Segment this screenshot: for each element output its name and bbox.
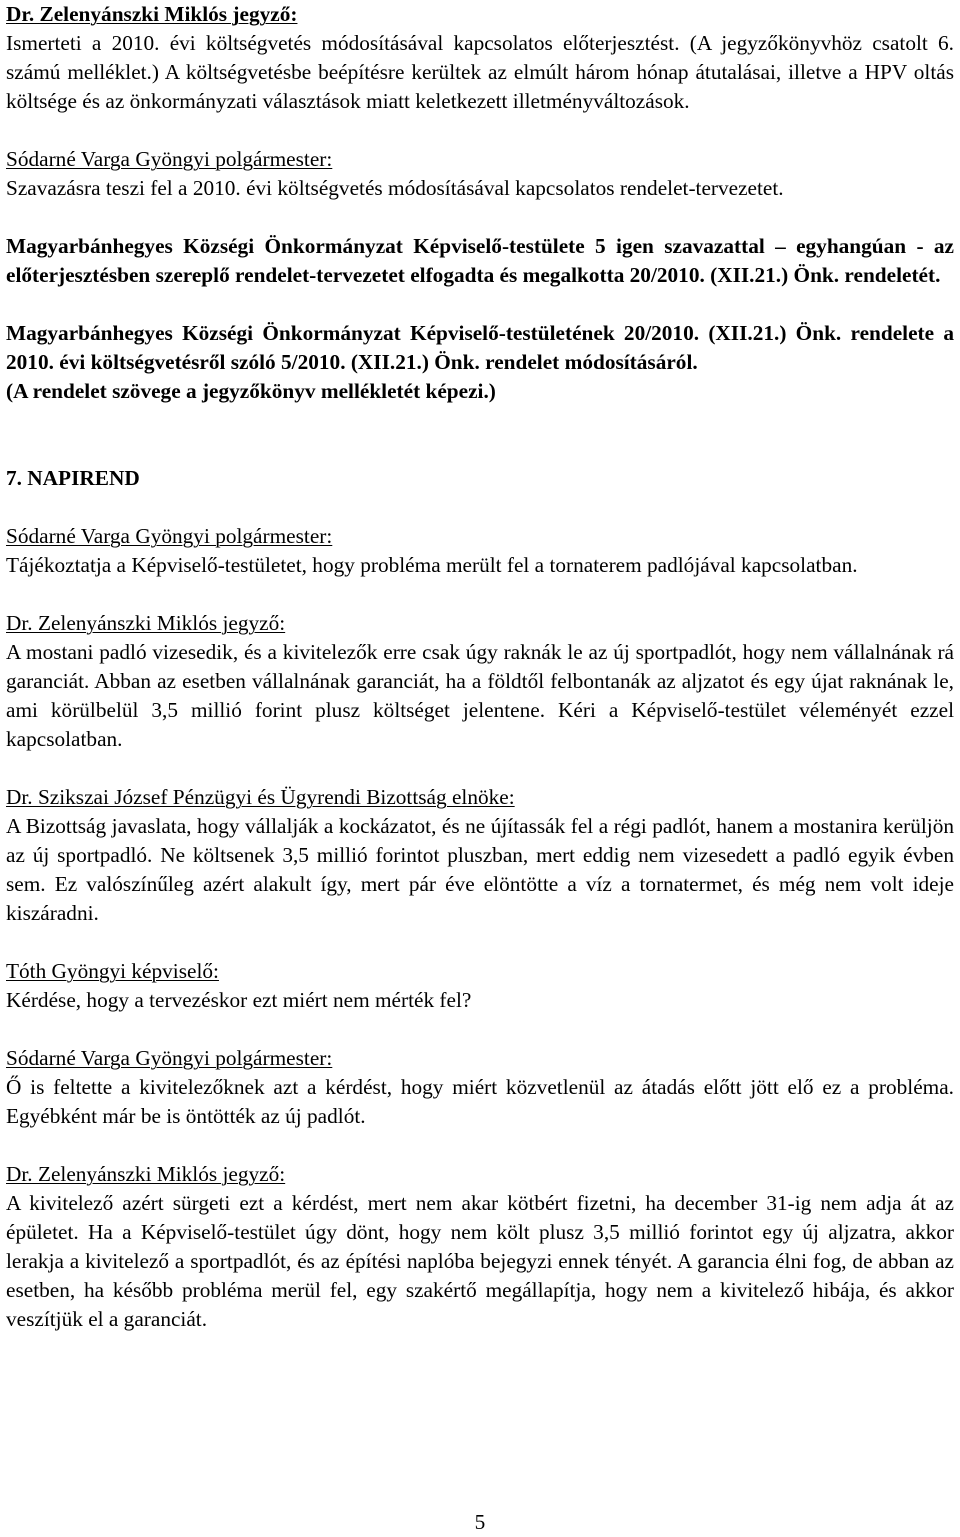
speech-text: Kérdése, hogy a tervezéskor ezt miért nem mérték fel? bbox=[6, 988, 472, 1012]
spacer bbox=[6, 1015, 954, 1044]
speech-text: Tájékoztatja a Képviselő-testületet, hogy probléma merült fel a tornaterem padlójával kapcsolatban. bbox=[6, 553, 858, 577]
resolution-note: (A rendelet szövege a jegyzőkönyv mellékletét képezi.) bbox=[6, 379, 496, 403]
spacer bbox=[6, 116, 954, 145]
speech-text: A mostani padló vizesedik, és a kivitelezők erre csak úgy raknák le az új sportpadlót, hogy nem vállalnának rá garanciát. Abban az esetben vállalnának garanciát, ha a földtől felbontanák az aljzatot és egy újat raknának le, ami körülbelül 3,5 millió forint plusz költséget jelentene. Kéri a Képviselő-testület véleményét ezzel kapcsolatban. bbox=[6, 640, 954, 751]
page-number: 5 bbox=[474, 1510, 486, 1534]
speech-block bbox=[6, 609, 954, 754]
speech-block bbox=[6, 0, 954, 116]
speaker-name: Sódarné Varga Gyöngyi polgármester: bbox=[6, 1046, 333, 1070]
spacer bbox=[6, 203, 954, 232]
speech-text: Szavazásra teszi fel a 2010. évi költségvetés módosításával kapcsolatos rendelet-tervezetet. bbox=[6, 176, 784, 200]
spacer bbox=[6, 928, 954, 957]
spacer bbox=[6, 1131, 954, 1160]
spacer bbox=[6, 580, 954, 609]
speaker-name: Tóth Gyöngyi képviselő: bbox=[6, 959, 219, 983]
document-page bbox=[6, 0, 954, 1334]
speaker-name: Sódarné Varga Gyöngyi polgármester: bbox=[6, 147, 333, 171]
speech-block bbox=[6, 957, 954, 1015]
speech-text: A kivitelező azért sürgeti ezt a kérdést, mert nem akar kötbért fizetni, ha december 31-ig nem adja át az épületet. Ha a Képviselő-testület úgy dönt, hogy nem költ plusz 3,5 millió forintot egy új aljzatra, akkor lerakja a kivitelező a sportpadlót, és az építési naplóba bejegyzi ennek tényét. A garancia élni fog, de abban az esetben, ha később probléma merül fel, egy szakértő megállapítja, hogy nem a kivitelező hibája, és akkor veszítjük el a garanciát. bbox=[6, 1191, 954, 1331]
speech-text: Ismerteti a 2010. évi költségvetés módosításával kapcsolatos előterjesztést. (A jegyzőkönyvhöz csatolt 6. számú melléklet.) A költségvetésbe beépítésre kerültek az elmúlt három hónap átutalásai, illetve a HPV oltás költsége és az önkormányzati választások miatt keletkezett illetményváltozások. bbox=[6, 31, 954, 113]
speaker-name: Dr. Zelenyánszki Miklós jegyző: bbox=[6, 1162, 286, 1186]
speech-block bbox=[6, 1044, 954, 1131]
speaker-name: Dr. Szikszai József Pénzügyi és Ügyrendi Bizottság elnöke: bbox=[6, 785, 515, 809]
resolution-title: Magyarbánhegyes Községi Önkormányzat Képviselő-testületének 20/2010. (XII.21.) Önk. rendelete a 2010. évi költségvetésről szóló 5/2010. (XII.21.) Önk. rendelet módosításáról. bbox=[6, 321, 954, 374]
resolution-vote: Magyarbánhegyes Községi Önkormányzat Képviselő-testülete 5 igen szavazattal – egyhangúan - az előterjesztésben szereplő rendelet-tervezetet elfogadta és megalkotta 20/2010. (XII.21.) Önk. rendeletét. bbox=[6, 234, 954, 287]
spacer bbox=[6, 406, 954, 464]
speech-text: Ő is feltette a kivitelezőknek azt a kérdést, hogy miért közvetlenül az átadás előtt jött elő ez a probléma. Egyébként már be is öntötték az új padlót. bbox=[6, 1075, 954, 1128]
speech-block bbox=[6, 783, 954, 928]
speech-block bbox=[6, 1160, 954, 1334]
speaker-name: Sódarné Varga Gyöngyi polgármester: bbox=[6, 524, 333, 548]
spacer bbox=[6, 290, 954, 319]
spacer bbox=[6, 493, 954, 522]
spacer bbox=[6, 754, 954, 783]
speaker-name: Dr. Zelenyánszki Miklós jegyző: bbox=[6, 611, 286, 635]
agenda-heading: 7. NAPIREND bbox=[6, 466, 140, 490]
speech-block bbox=[6, 522, 954, 580]
speech-block bbox=[6, 145, 954, 203]
speaker-name: Dr. Zelenyánszki Miklós jegyző: bbox=[6, 2, 298, 26]
speech-text: A Bizottság javaslata, hogy vállalják a kockázatot, és ne újítassák fel a régi padlót, hanem a mostanira kerüljön az új sportpadló. Ne költsenek 3,5 millió forintot pluszban, mert eddig nem vizesedett a padló egyik évben sem. Ez valószínűleg azért alakult így, mert pár éve elöntötte a víz a tornatermet, és még nem volt ideje kiszáradni. bbox=[6, 814, 954, 925]
